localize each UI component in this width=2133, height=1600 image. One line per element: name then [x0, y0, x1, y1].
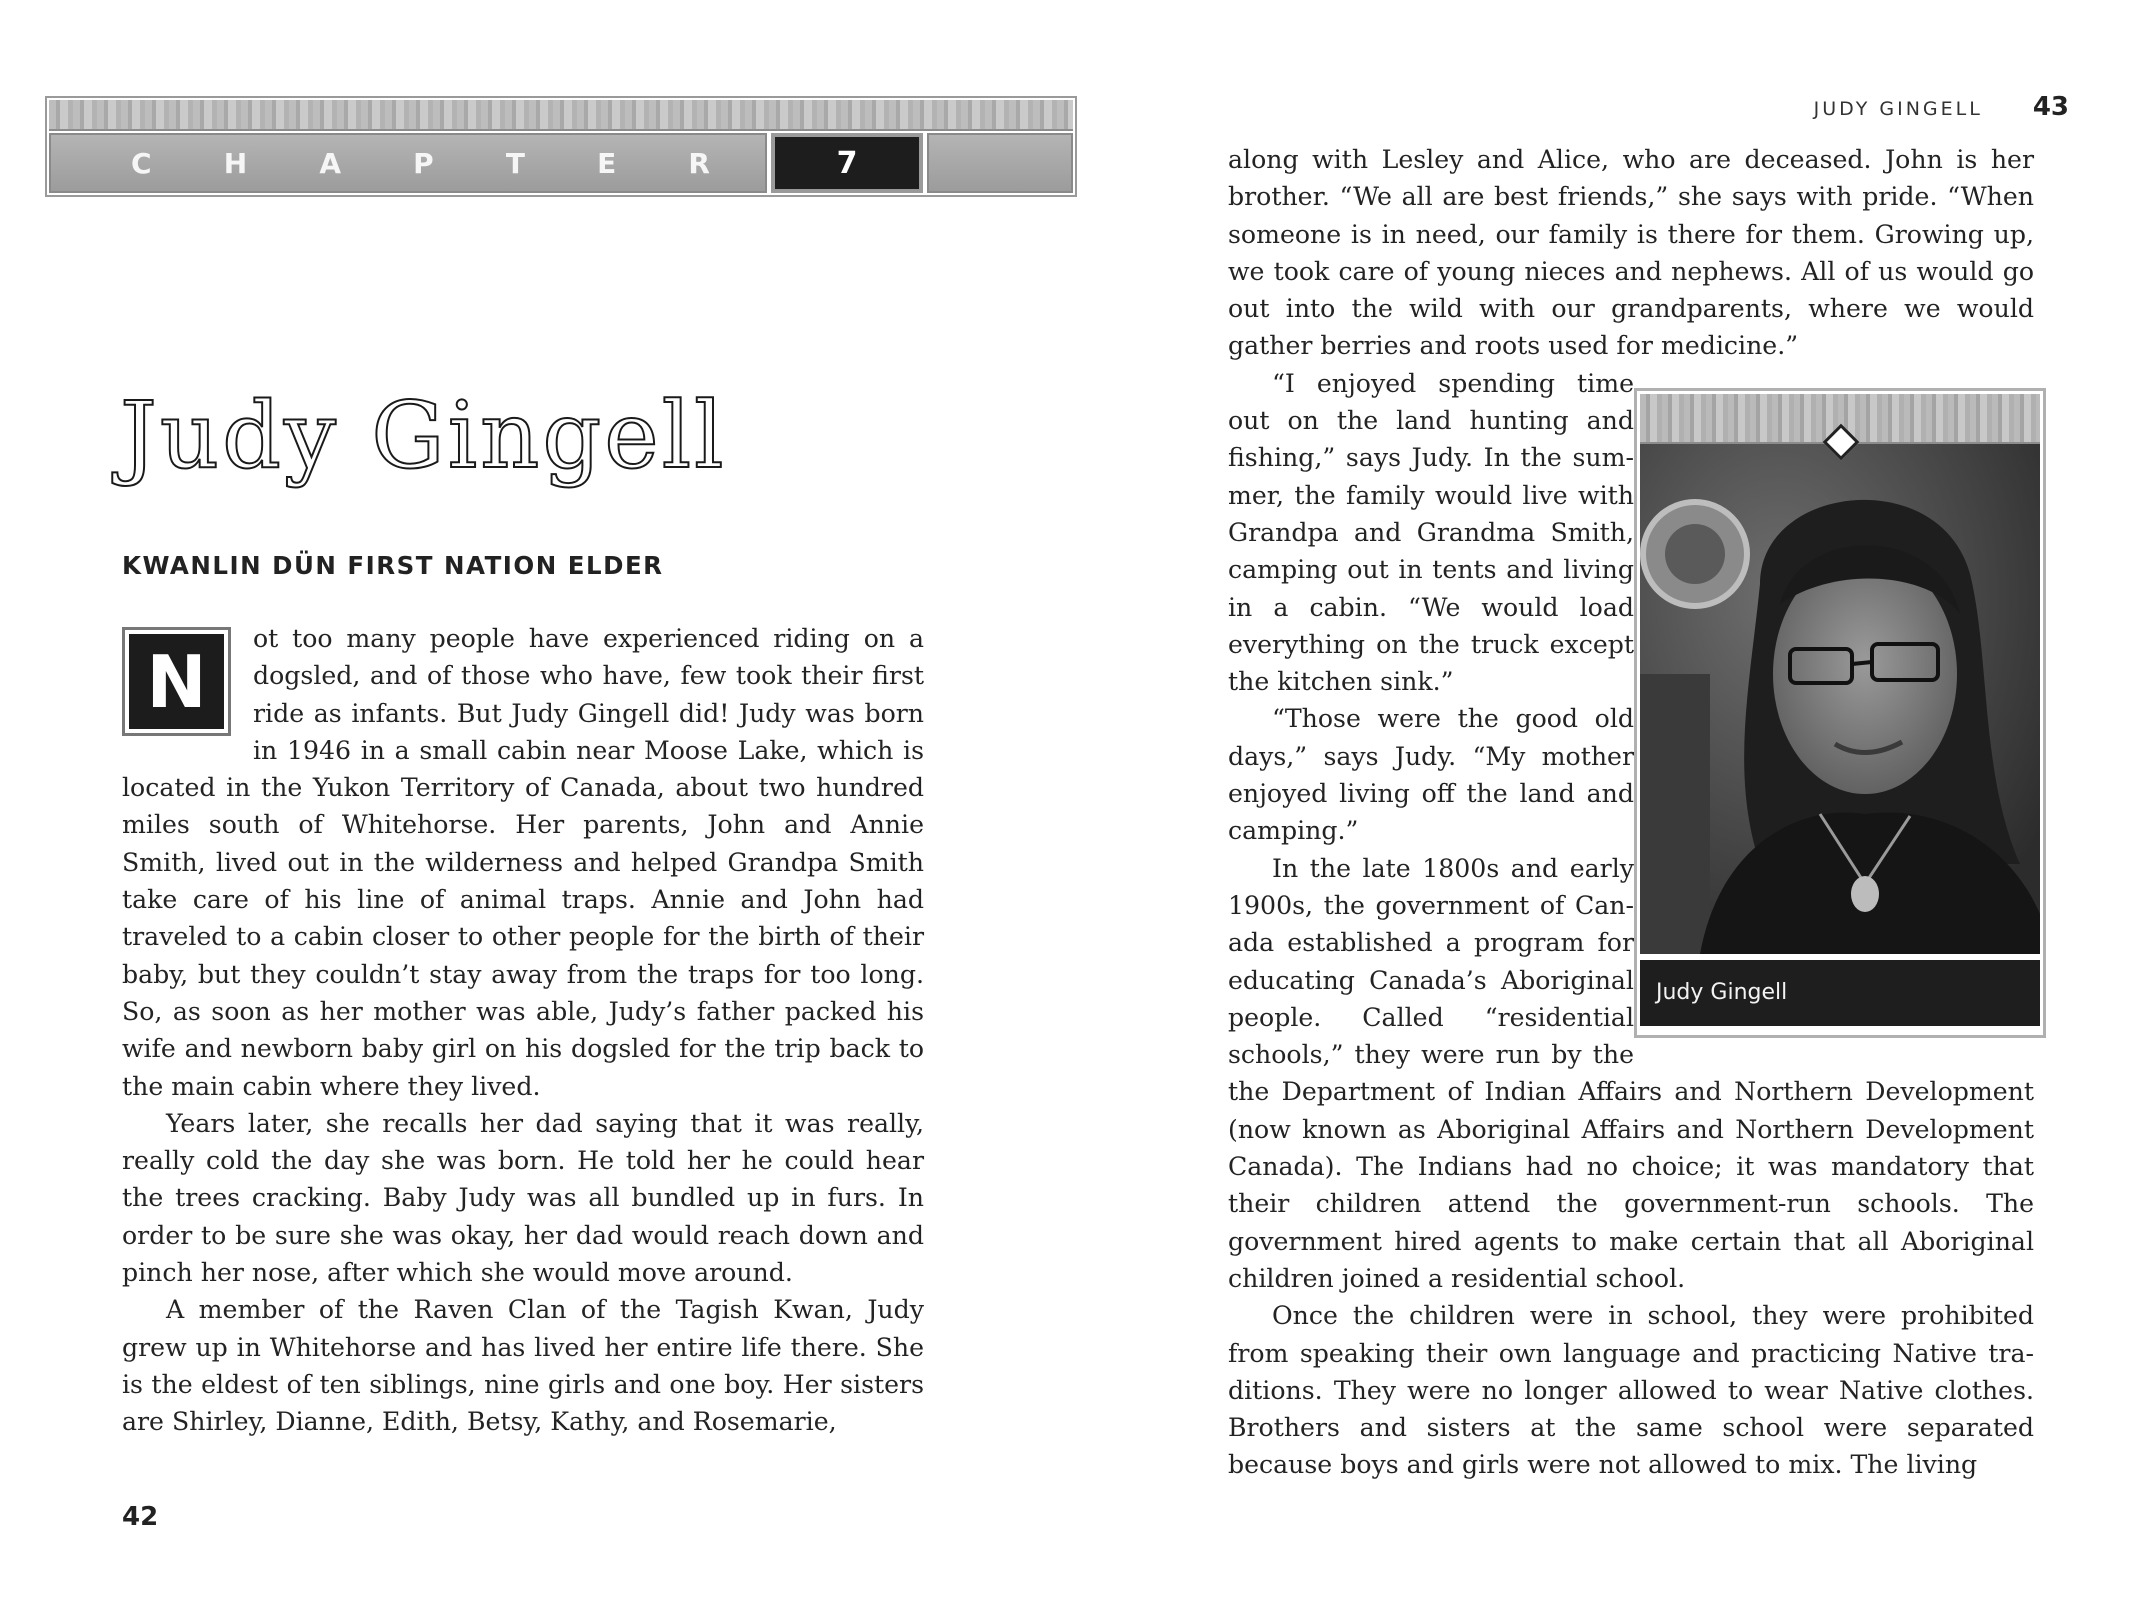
page-number-right: 43	[2032, 92, 2069, 122]
running-head	[1814, 92, 2069, 122]
chapter-number: 7	[771, 133, 923, 193]
right-body-text	[1228, 141, 2034, 1484]
left-body-text	[122, 620, 924, 1441]
chapter-letter: T	[505, 146, 525, 180]
portrait-photo	[1640, 444, 2040, 954]
chapter-letter: H	[223, 146, 248, 180]
photo-figure	[1634, 388, 2046, 1038]
chapter-subtitle: KWANLIN DÜN FIRST NATION ELDER	[122, 551, 664, 580]
chapter-letter: E	[597, 146, 617, 180]
chapter-band-texture	[49, 100, 1073, 131]
paragraph: along with Lesley and Alice, who are deceased. John is her brother. “We all are best friends,” she says with pride. “When someone is in need, our family is there for them. Growing up, we took care of young nieces and nephews. All of us would go out into the wild with our grandparents, where we would gather berries and roots used for medicine.”	[1228, 145, 2034, 361]
drop-cap-letter: N	[129, 634, 224, 729]
page-number-left: 42	[122, 1502, 159, 1532]
drop-cap	[122, 627, 231, 736]
chapter-header-band	[45, 96, 1077, 197]
paragraph: Years later, she recalls her dad saying that it was really, really cold the day she was born. He told her he could hear the trees cracking. Baby Judy was all bundled up in furs. In order to be sure she was okay, her dad would reach down and pinch her nose, after which she would move around.	[122, 1108, 924, 1288]
right-page	[1066, 0, 2133, 1600]
chapter-letter: P	[413, 146, 434, 180]
paragraph: A member of the Raven Clan of the Tagish Kwan, Judy grew up in Whitehorse and has lived her entire life there. She is the eldest of ten siblings, nine girls and one boy. Her sisters are Shirley, Dianne, Edith, Betsy, Kathy, and Rosemarie,	[122, 1295, 924, 1437]
left-page	[0, 0, 1066, 1600]
chapter-title: Judy Gingell	[120, 382, 727, 489]
chapter-letter: C	[131, 146, 152, 180]
paragraph: “I enjoyed spending time out on the land hunting and fishing,” says Judy. In the summer, the family would live with Grandpa and Grandma Smith, camping out in tents and living in a cabin. “We would load everything on the truck except the kitchen sink.”	[1228, 368, 1634, 697]
paragraph: In the late 1800s and early 1900s, the government of Canada established a program for educating Canada’s Aboriginal people. Called “residential schools,” they were run by the the Department of Indian Affairs and Northern Development (now known as Aboriginal Affairs and Northern Development Canada). The Indians had no choice; it was mandatory that their children attend the government-run schools. The government hired agents to make certain that all Aboriginal children joined a residential school.	[1228, 853, 2034, 1293]
chapter-band-end	[927, 133, 1073, 193]
photo-caption: Judy Gingell	[1640, 960, 2040, 1026]
paragraph: ot too many people have experienced riding on a dogsled, and of those who have, few took their first ride as infants. But Judy Gingell did! Judy was born in 1946 in a small cabin near Moose Lake, which is located in the Yukon Territory of Canada, about two hundred miles south of Whitehorse. Her parents, John and Annie Smith, lived out in the wilderness and helped Grandpa Smith take care of his line of animal traps. Annie and John had traveled to a cabin closer to other people for the birth of their baby, but they couldn’t stay away from the traps for too long. So, as soon as her mother was able, Judy’s father packed his wife and newborn baby girl on his dogsled for the trip back to the main cabin where they lived.	[122, 624, 924, 1101]
paragraph: “Those were the good old days,” says Judy. “My mother enjoyed living off the land and camping.”	[1228, 704, 1634, 846]
chapter-letter: A	[319, 146, 341, 180]
paragraph: Once the children were in school, they were prohibited from speaking their own language and practicing Native traditions. They were no longer allowed to wear Native clothes. Brothers and sisters at the same school were separated because boys and girls were not allowed to mix. The living	[1228, 1301, 2034, 1480]
running-head-title: JUDY GINGELL	[1813, 98, 1983, 120]
chapter-letter: R	[688, 146, 710, 180]
chapter-label	[49, 133, 767, 193]
